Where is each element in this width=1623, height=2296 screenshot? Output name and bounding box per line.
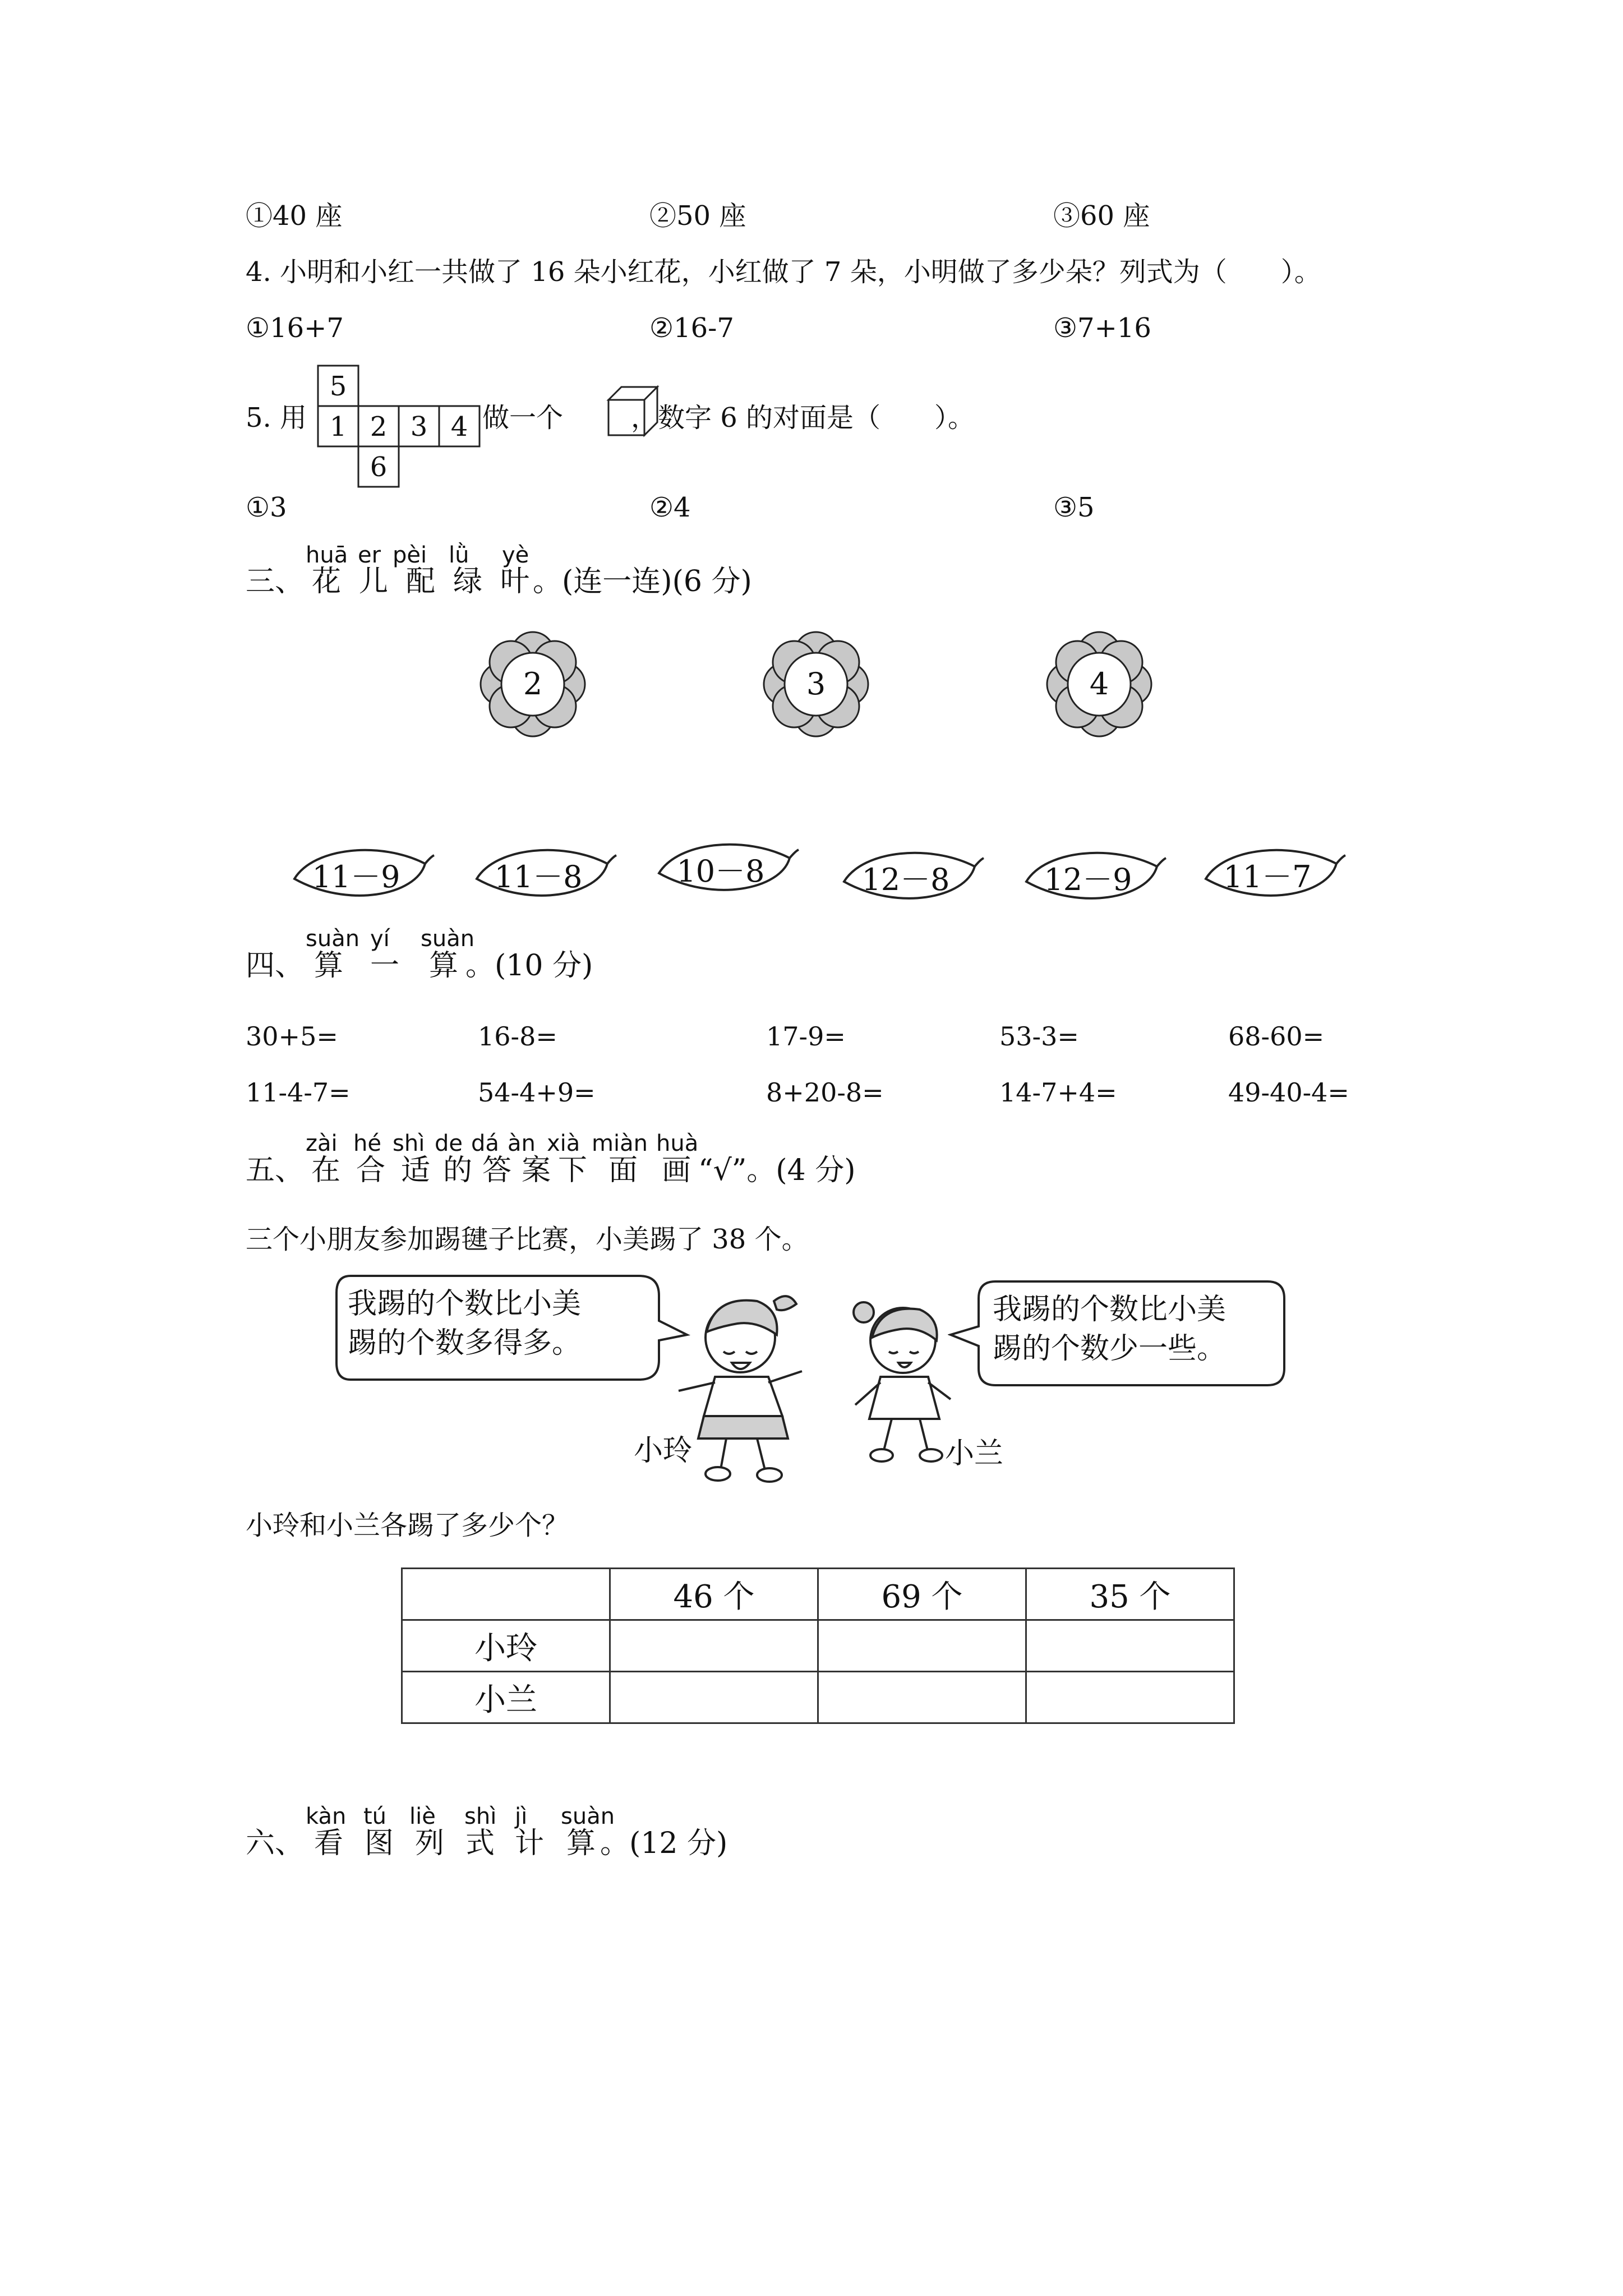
calc-r2-c1[interactable]: 11-4-7= [246,1077,351,1108]
answer-cell[interactable] [610,1672,818,1723]
s5-char-2: 合 [356,1154,386,1187]
net-face-top: 5 [329,371,347,402]
flower-3-number: 3 [806,666,826,702]
net-face-2: 2 [370,411,388,442]
table-row-xiaoling-label: 小玲 [402,1620,610,1672]
calc-r2-c4[interactable]: 14-7+4= [999,1077,1117,1108]
s3-char-2: 儿 [359,565,389,598]
flower-3[interactable] [763,631,869,737]
flower-2-number: 2 [523,666,543,702]
table-header-blank [402,1569,610,1620]
s5-char-8: 面 [608,1154,638,1187]
bubble-right-line-1: 我踢的个数比小美 [993,1293,1227,1326]
flower-2[interactable] [479,631,586,737]
q5-suffix: ，数字 6 的对面是（ ）。 [631,402,975,434]
s6-char-2: 图 [365,1827,394,1860]
calc-r1-c3[interactable]: 17-9= [766,1021,846,1052]
leaf-1[interactable] [286,838,437,911]
s5-pinyin-7: xià [547,1131,580,1156]
s5-question: 小玲和小兰各踢了多少个？ [246,1510,569,1541]
leaf-5-expr: 12－9 [1044,862,1132,897]
name-xiaoling: 小玲 [634,1434,693,1468]
q5-option-3[interactable]: ③5 [1053,492,1095,523]
s5-char-6: 案 [522,1154,551,1187]
answer-cell[interactable] [610,1620,818,1672]
q3-option-3[interactable]: ③60 座 [1053,200,1150,232]
s4-char-1: 算 [314,949,344,983]
s6-char-6: 算 [566,1827,596,1860]
table-row-xiaolan-label: 小兰 [402,1672,610,1723]
s3-pinyin-5: yè [502,542,529,568]
s5-pinyin-4: de [435,1131,463,1156]
s5-number: 五、 [246,1154,305,1187]
net-face-1: 1 [329,411,347,442]
s5-pinyin-5: dá [471,1131,499,1156]
calc-r2-c3[interactable]: 8+20-8= [766,1077,884,1108]
s4-pinyin-3: suàn [421,926,475,952]
s4-char-2: 一 [370,949,400,983]
s5-char-3: 适 [401,1154,431,1187]
s6-pinyin-5: jì [515,1804,528,1829]
s5-pinyin-8: miàn [592,1131,648,1156]
name-xiaolan: 小兰 [945,1437,1004,1470]
s3-char-3: 配 [406,565,436,598]
s5-char-1: 在 [311,1154,341,1187]
bubble-left-line-2: 踢的个数多得多。 [348,1326,582,1360]
s4-pinyin-2: yí [370,926,390,952]
net-face-4: 4 [450,411,468,442]
s5-intro: 三个小朋友参加踢毽子比赛，小美踢了 38 个。 [246,1224,809,1255]
s3-pinyin-1: huā [306,542,348,568]
s6-char-5: 计 [515,1827,545,1860]
s5-pinyin-1: zài [306,1131,338,1156]
flower-4[interactable] [1046,631,1152,737]
leaf-1-expr: 11－9 [312,859,400,895]
q3-option-2[interactable]: ②50 座 [649,200,746,232]
bubble-right-line-2: 踢的个数少一些。 [993,1332,1227,1366]
net-face-bottom: 6 [370,451,388,483]
leaf-6[interactable] [1197,838,1349,911]
s3-char-5: 叶 [500,565,530,598]
s5-pinyin-9: huà [656,1131,699,1156]
calc-r1-c2[interactable]: 16-8= [478,1021,557,1052]
s5-instruction: “√”。(4 分) [698,1154,856,1187]
calc-r1-c1[interactable]: 30+5= [246,1021,338,1052]
s6-pinyin-4: shì [464,1804,497,1829]
leaf-2[interactable] [468,838,620,911]
s6-pinyin-1: kàn [306,1804,347,1829]
s4-pinyin-1: suàn [306,926,360,952]
q4-question: 4. 小明和小红一共做了 16 朵小红花，小红做了 7 朵，小明做了多少朵？列式为（ ）。 [246,256,1321,288]
bubble-left-line-1: 我踢的个数比小美 [348,1287,582,1321]
calc-r1-c4[interactable]: 53-3= [999,1021,1079,1052]
q4-option-1[interactable]: ①16+7 [246,312,344,344]
s4-instruction: 。(10 分) [465,949,593,983]
table-header-69: 69 个 [818,1569,1026,1620]
q3-option-1[interactable]: ①40 座 [246,200,343,232]
s3-pinyin-4: lǜ [449,542,469,568]
leaf-4[interactable] [836,841,987,914]
answer-cell[interactable] [818,1672,1026,1723]
s4-char-3: 算 [429,949,459,983]
s3-pinyin-3: pèi [393,542,427,568]
s5-char-9: 画 [662,1154,691,1187]
calc-r1-c5[interactable]: 68-60= [1228,1021,1325,1052]
s5-pinyin-6: àn [508,1131,536,1156]
leaf-4-expr: 12－8 [861,862,950,897]
q4-option-2[interactable]: ②16-7 [649,312,734,344]
leaf-5[interactable] [1018,841,1169,914]
flower-4-number: 4 [1089,666,1109,702]
q5-middle: 做一个 [482,402,564,434]
s5-pinyin-3: shì [393,1131,425,1156]
leaf-3-expr: 10－8 [676,854,765,889]
s3-char-1: 花 [312,565,342,598]
table-header-35: 35 个 [1026,1569,1234,1620]
net-face-3: 3 [410,411,428,442]
s3-instruction: 。(连一连)(6 分) [533,565,752,598]
s5-char-5: 答 [482,1154,512,1187]
s6-char-1: 看 [314,1827,344,1860]
answer-cell[interactable] [818,1620,1026,1672]
s6-pinyin-2: tú [363,1804,387,1829]
s6-pinyin-3: liè [409,1804,436,1829]
leaf-3[interactable] [651,833,802,906]
s5-char-4: 的 [443,1154,473,1187]
s5-pinyin-2: hé [353,1131,381,1156]
answer-table [401,1567,1235,1724]
s3-char-4: 绿 [453,565,483,598]
answer-cell[interactable] [1026,1620,1234,1672]
s6-char-4: 式 [465,1827,495,1860]
s3-pinyin-2: er [358,542,381,568]
q4-option-3[interactable]: ③7+16 [1053,312,1151,344]
answer-cell[interactable] [1026,1672,1234,1723]
cube-net-figure [317,365,496,502]
table-header-46: 46 个 [610,1569,818,1620]
q5-option-1[interactable]: ①3 [246,492,287,523]
s6-pinyin-6: suàn [561,1804,615,1829]
leaf-6-expr: 11－7 [1223,859,1312,895]
calc-r2-c5[interactable]: 49-40-4= [1228,1077,1349,1108]
s4-number: 四、 [246,949,305,983]
s6-char-3: 列 [415,1827,445,1860]
s5-char-7: 下 [558,1154,588,1187]
q5-option-2[interactable]: ②4 [649,492,691,523]
calc-r2-c2[interactable]: 54-4+9= [478,1077,596,1108]
s6-instruction: 。(12 分) [600,1827,728,1860]
q5-prefix: 5. 用 [246,402,307,434]
s6-number: 六、 [246,1827,305,1860]
leaf-2-expr: 11－8 [494,859,583,895]
s3-number: 三、 [246,565,305,598]
